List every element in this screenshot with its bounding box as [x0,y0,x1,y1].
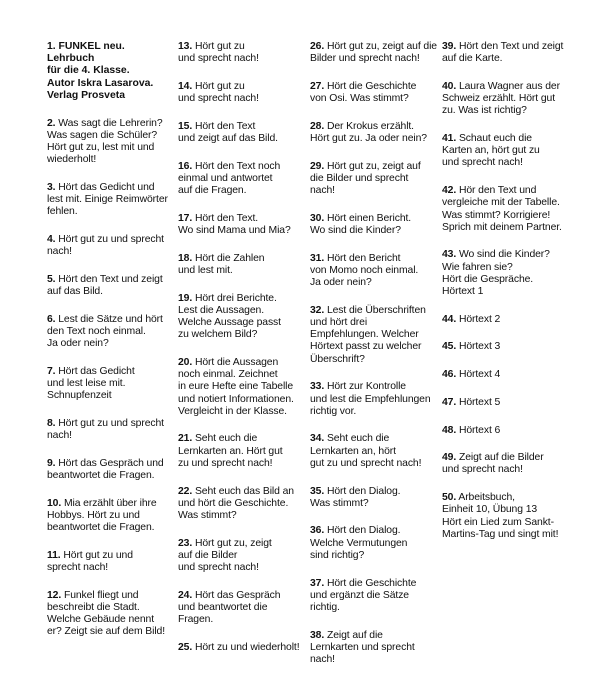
track-entry [442,369,574,381]
track-number: 24. [178,589,193,601]
track-instruction: Hört gut zu und sprecht nach! [47,233,164,258]
track-instruction: Was sagt die Lehrerin? Was sagen die Schüler? Hört gut zu, lest mit und wiederholt! [47,117,163,166]
track-entry [442,81,574,118]
track-entry [310,41,442,65]
track-instruction: Hört gut zu und sprecht nach! [47,417,164,442]
track-instruction: Hört den Text und zeigt auf das Bild. [178,120,278,145]
track-instruction: Hört zur Kontrolle und lest die Empfehlungen richtig vor. [310,381,431,417]
track-number: 9. [47,457,56,469]
track-instruction: Hört den Dialog. Welche Vermutungen sind richtig? [310,525,408,561]
track-number: 37. [310,577,325,589]
track-entry [310,486,442,510]
column-3 [310,41,442,682]
track-number: 5. [47,273,56,285]
track-instruction: Hör den Text und vergleiche mit der Tabelle. Was stimmt? Korrigiere! Sprich mit deinem Partner. [442,185,562,233]
track-number: 50. [442,492,457,504]
track-entry [178,41,310,65]
track-instruction: Hört gut zu, zeigt auf die Bilder und sprecht nach! [310,160,421,197]
track-instruction: Hörtext 6 [456,424,501,436]
track-entry [442,249,574,298]
track-entry [178,253,310,277]
header-line: für die 4. Klasse. [47,65,130,77]
track-instruction: Hört den Text und zeigt auf die Karte. [442,41,564,65]
track-instruction: Hörtext 3 [456,341,501,353]
track-entry [442,452,574,476]
header-line: Lehrbuch [47,53,95,65]
track-instruction: Schaut euch die Karten an, hört gut zu und sprecht nach! [442,133,540,169]
track-instruction: Funkel fliegt und beschreibt die Stadt. Welche Gebäude nennt er? Zeigt sie auf dem Bild! [47,589,166,638]
track-entry [310,253,442,290]
track-entry [47,274,179,298]
track-number: 26. [310,41,325,52]
track-instruction: Hört das Gespräch und beantwortet die Fragen. [178,589,281,626]
track-number: 15. [178,120,193,132]
track-number: 29. [310,160,325,172]
track-entry [310,121,442,145]
track-instruction: Seht euch das Bild an und hört die Geschichte. Was stimmt? [178,485,294,521]
track-instruction: Seht euch die Lernkarten an. Hört gut zu und sprecht nach! [178,433,283,469]
track-entry [442,41,574,65]
track-instruction: Hört zu und wiederholt! [192,641,300,653]
track-instruction: Der Krokus erzählt. Hört gut zu. Ja oder nein? [310,120,427,145]
track-number: 8. [47,417,56,429]
track-entry [310,578,442,615]
track-entry [442,341,574,353]
track-number: 39. [442,41,457,52]
track-entry [47,458,179,482]
track-instruction: Laura Wagner aus der Schweiz erzählt. Hört gut zu. Was ist richtig? [442,80,560,117]
track-number: 35. [310,485,325,497]
track-entry [178,538,310,575]
track-entry [178,642,310,654]
track-number: 13. [178,41,193,52]
track-instruction: Zeigt auf die Bilder und sprecht nach! [442,452,544,476]
track-instruction: Hört die Aussagen noch einmal. Zeichnet in eure Hefte eine Tabelle und notiert Informationen. Vergleicht in der Klasse. [178,356,294,417]
track-instruction: Hört drei Berichte. Lest die Aussagen. Welche Aussage passt zu welchem Bild? [178,292,281,341]
track-number: 30. [310,212,325,224]
track-entry [442,492,574,541]
track-number: 40. [442,80,457,92]
track-number: 32. [310,304,325,316]
track-instruction: Hört den Text und zeigt auf das Bild. [47,273,163,298]
track-number: 4. [47,233,56,245]
track-entry [178,121,310,145]
track-instruction: Hört einen Bericht. Wo sind die Kinder? [310,212,412,237]
track-entry [178,357,310,418]
track-instruction: Arbeitsbuch, Einheit 10, Übung 13 Hört ein Lied zum Sankt- Martins-Tag und singt mit! [442,492,559,540]
track-entry [47,182,179,219]
track-instruction: Hörtext 2 [456,313,501,325]
track-entry [442,185,574,234]
track-number: 18. [178,252,193,264]
track-number: 14. [178,80,193,92]
track-number: 34. [310,433,325,445]
track-entry [178,161,310,198]
track-entry [47,498,179,535]
track-number: 16. [178,160,193,172]
track-entry [442,314,574,326]
track-entry [47,118,179,167]
track-number: 42. [442,185,457,197]
track-instruction: Hört gut zu, zeigt auf die Bilder und sprecht nach! [310,41,437,65]
track-number: 46. [442,369,457,381]
track-instruction: Hört gut zu und sprecht nach! [178,80,259,105]
track-entry [178,486,310,523]
track-entry [47,234,179,258]
column-2 [178,41,310,670]
track-number: 31. [310,252,325,264]
track-instruction: Zeigt auf die Lernkarten und sprecht nach! [310,629,415,666]
track-entry [178,293,310,342]
track-number: 45. [442,341,457,353]
track-instruction: Hört den Bericht von Momo noch einmal. Ja oder nein? [310,252,419,289]
track-entry [310,81,442,105]
track-instruction: Wo sind die Kinder? Wie fahren sie? Hört die Gespräche. Hörtext 1 [442,249,550,298]
track-number: 25. [178,641,193,653]
track-entry [310,305,442,366]
track-entry [47,590,179,639]
track-number: 12. [47,589,62,601]
track-number: 49. [442,452,457,464]
track-instruction: Hört gut zu und sprecht nach! [47,549,133,574]
track-entry [310,161,442,198]
track-entry [178,213,310,237]
track-number: 36. [310,525,325,537]
column-4 [442,41,574,556]
track-instruction: Hört das Gedicht und lest mit. Einige Reimwörter fehlen. [47,181,168,218]
track-number: 28. [310,120,325,132]
track-entry [47,418,179,442]
track-number: 7. [47,365,56,377]
track-instruction: Hörtext 4 [456,369,501,381]
track-entry [310,381,442,418]
track-number: 10. [47,497,62,509]
header-line: Autor Iskra Lasarova. [47,77,154,89]
track-entry [47,314,179,351]
track-number: 44. [442,313,457,325]
track-number: 11. [47,549,61,561]
track-number: 27. [310,80,325,92]
track-number: 23. [178,537,193,549]
track-instruction: Hört die Geschichte von Osi. Was stimmt? [310,80,417,105]
track-number: 22. [178,485,193,497]
track-entry [442,133,574,170]
track-number: 17. [178,212,193,224]
track-instruction: Hört den Dialog. Was stimmt? [310,485,401,509]
track-entry [178,590,310,627]
column-1 [47,41,179,654]
track-number: 38. [310,629,325,641]
track-instruction: Hört das Gedicht und lest leise mit. Schnupfenzeit [47,365,135,402]
track-entry [178,433,310,470]
header-line: Verlag Prosveta [47,89,125,101]
track-number: 41. [442,133,457,145]
track-number: 47. [442,396,457,408]
track-number: 19. [178,292,193,304]
track-entry [442,397,574,409]
track-instruction: Mia erzählt über ihre Hobbys. Hört zu und beantwortet die Fragen. [47,497,157,534]
track-entry [310,525,442,562]
track-number: 33. [310,381,325,393]
track-entry [442,425,574,437]
track-number: 21. [178,433,193,445]
book-header [47,41,179,102]
track-number: 6. [47,313,56,325]
track-instruction: Hört die Zahlen und lest mit. [178,252,265,276]
track-entry [310,213,442,237]
track-entry [178,81,310,105]
track-entry [310,630,442,667]
track-number: 48. [442,424,457,436]
track-instruction: Hört den Text. Wo sind Mama und Mia? [178,212,291,237]
header-line: 1. FUNKEL neu. [47,41,125,52]
track-instruction: Hört das Gespräch und beantwortet die Fragen. [47,457,164,482]
track-number: 2. [47,117,56,129]
track-instruction: Hörtext 5 [456,396,501,408]
track-instruction: Hört gut zu, zeigt auf die Bilder und sprecht nach! [178,537,272,574]
track-instruction: Hört die Geschichte und ergänzt die Sätze richtig. [310,577,417,613]
track-entry [310,433,442,470]
track-instruction: Hört gut zu und sprecht nach! [178,41,259,65]
track-number: 43. [442,249,457,261]
track-instruction: Seht euch die Lernkarten an, hört gut zu und sprecht nach! [310,433,422,469]
track-entry [47,366,179,403]
track-entry [47,550,179,574]
track-number: 3. [47,181,56,193]
track-instruction: Hört den Text noch einmal und antwortet auf die Fragen. [178,160,281,197]
track-instruction: Lest die Überschriften und hört drei Empfehlungen. Welcher Hörtext passt zu welcher Überschrift? [310,304,426,365]
track-instruction: Lest die Sätze und hört den Text noch einmal. Ja oder nein? [47,313,163,350]
track-number: 20. [178,356,193,368]
